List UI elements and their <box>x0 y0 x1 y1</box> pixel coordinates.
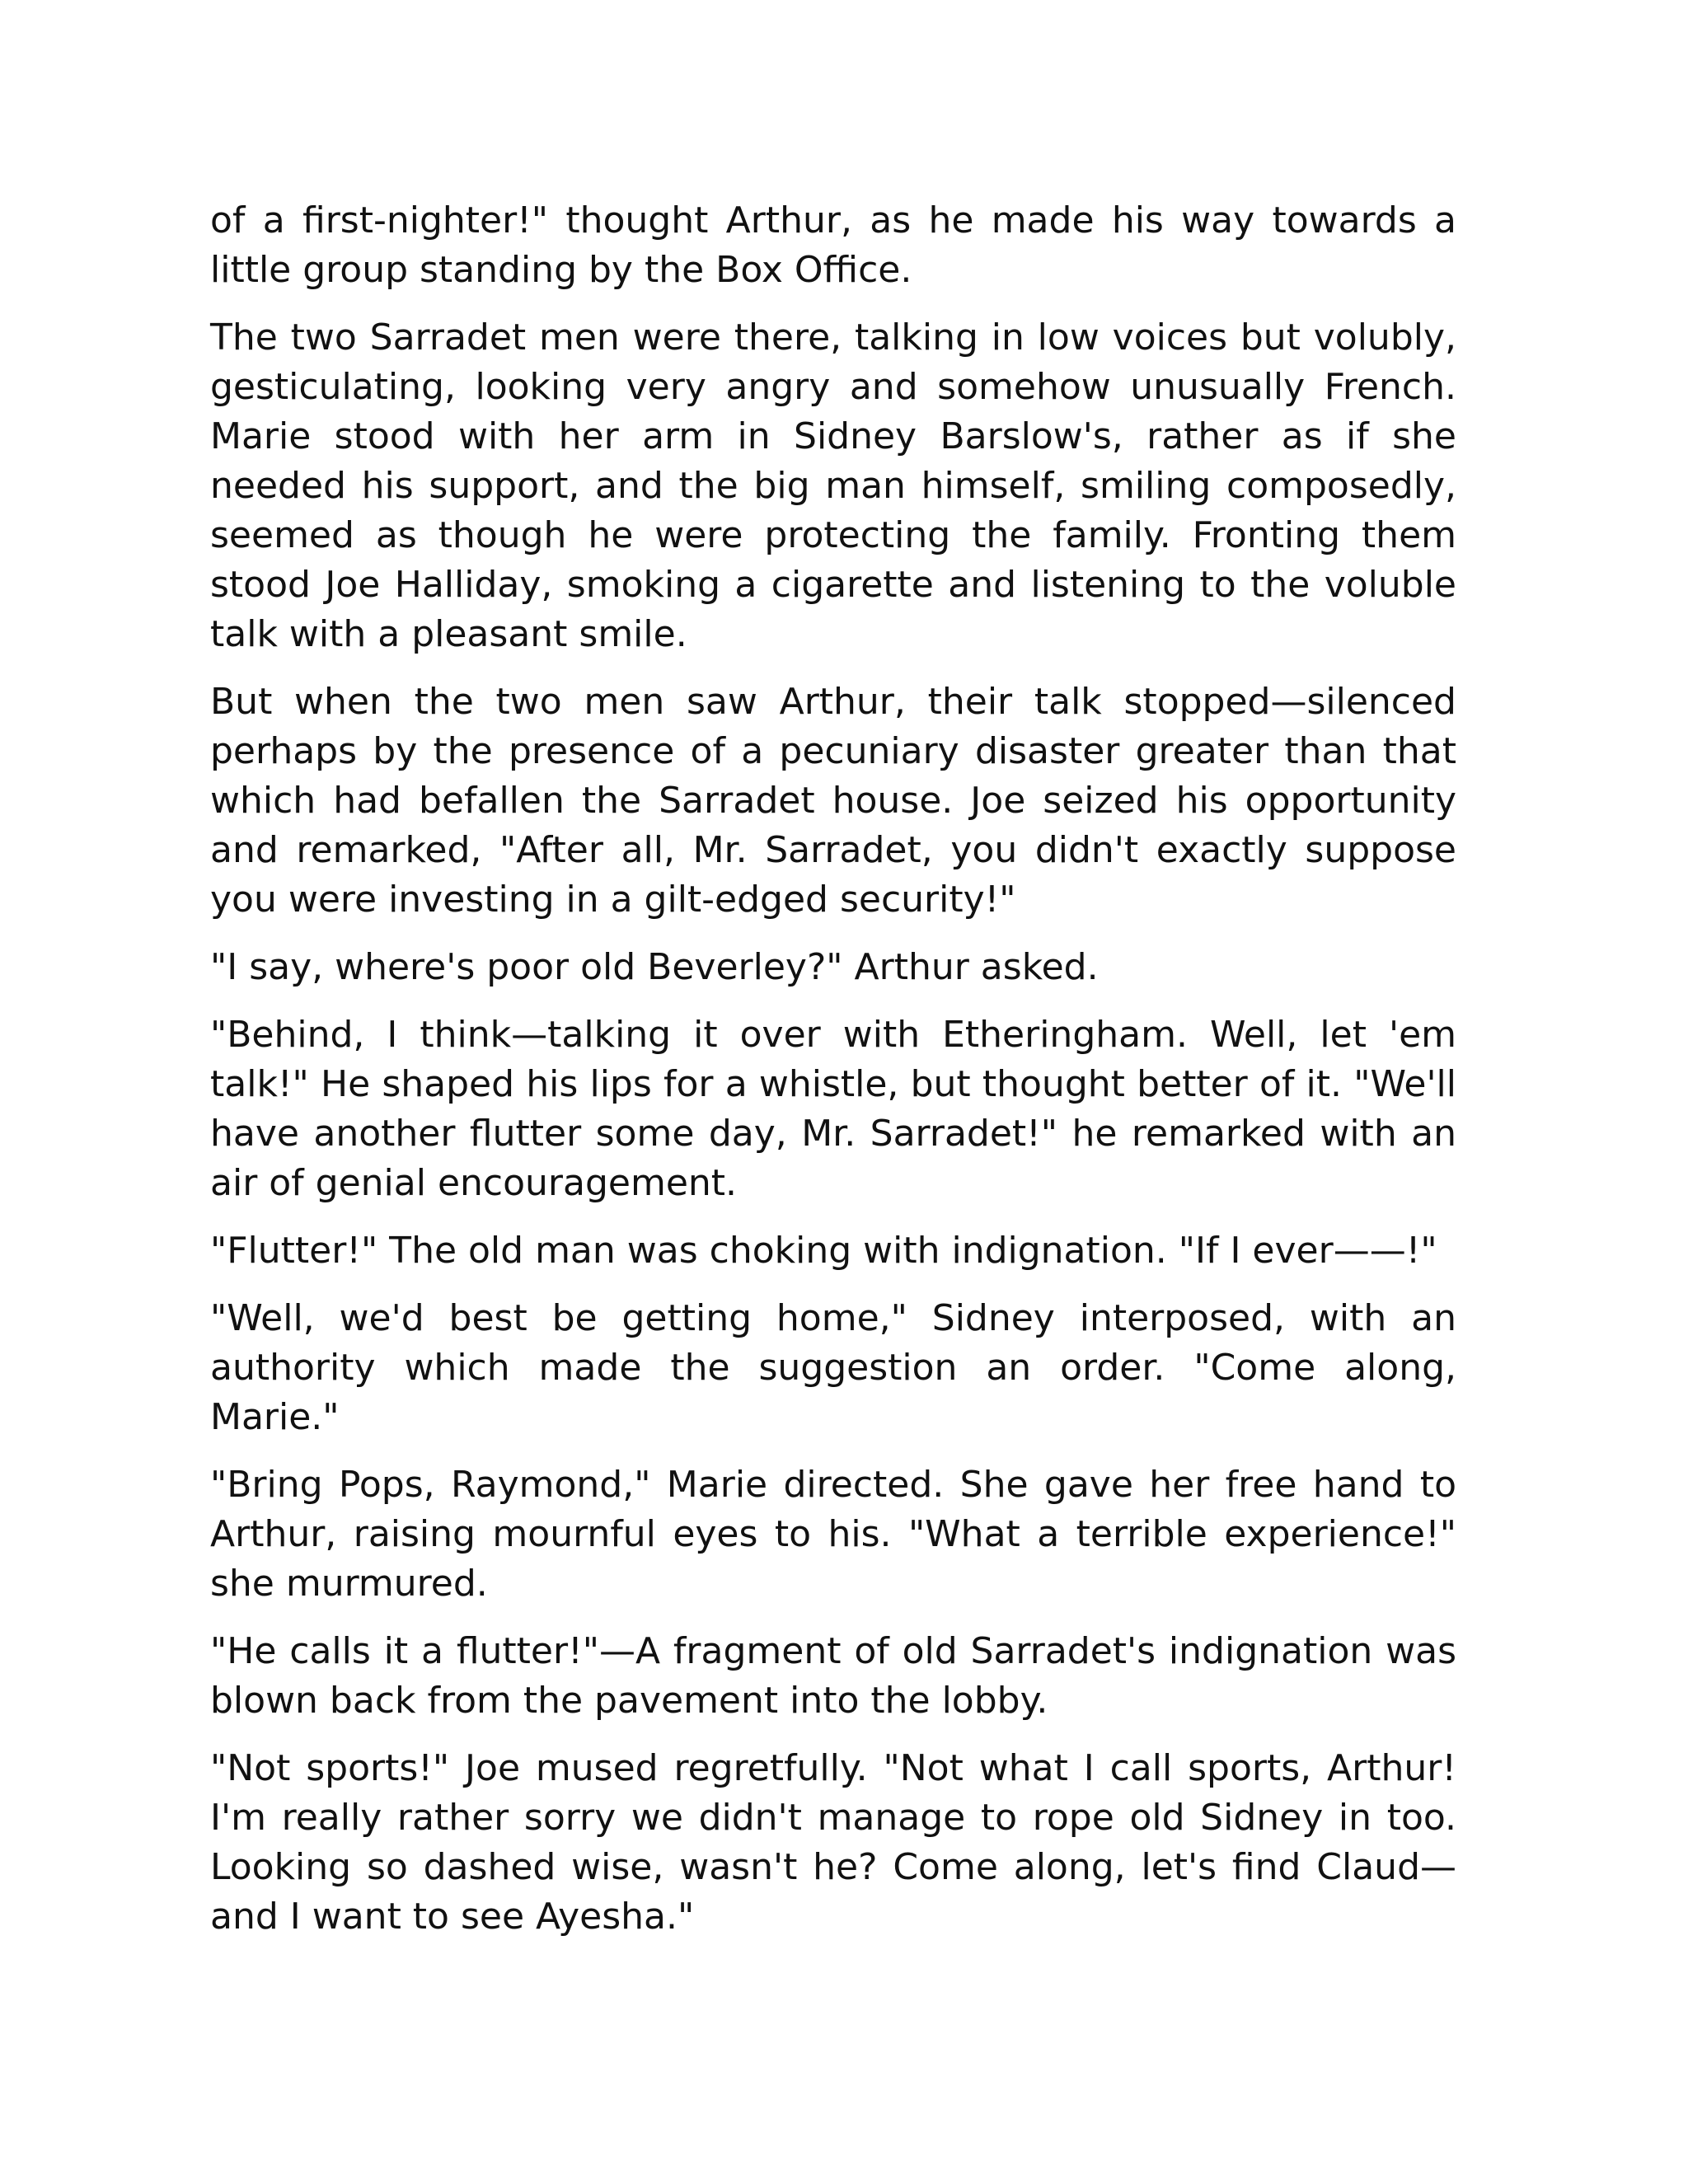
paragraph-6: "Flutter!" The old man was choking with indignation. "If I ever——!" <box>210 1230 1437 1272</box>
paragraph-8: "Bring Pops, Raymond," Marie directed. She gave her free hand to Arthur, raising mournful eyes to his. "What a terrible experience!" she murmured. <box>210 1464 1456 1605</box>
paragraph-5: "Behind, I think—talking it over with Etheringham. Well, let 'em talk!" He shaped his lips for a whistle, but thought better of it. "We'll have another flutter some day, Mr. Sarradet!" he remarked with an air of genial encouragement. <box>210 1014 1456 1204</box>
paragraph-4: "I say, where's poor old Beverley?" Arthur asked. <box>210 946 1099 988</box>
paragraph-9: "He calls it a flutter!"—A fragment of old Sarradet's indignation was blown back from the pavement into the lobby. <box>210 1630 1456 1722</box>
paragraph-1: of a first-nighter!" thought Arthur, as he made his way towards a little group standing by the Box Office. <box>210 199 1456 291</box>
paragraph-7: "Well, we'd best be getting home," Sidney interposed, with an authority which made the suggestion an order. "Come along, Marie." <box>210 1297 1456 1438</box>
paragraph-3: But when the two men saw Arthur, their talk stopped—silenced perhaps by the presence of a pecuniary disaster greater than that which had befallen the Sarradet house. Joe seized his opportunity and remarked, "After all, Mr. Sarradet, you didn't exactly suppose you were investing in a gilt-edged security!" <box>210 681 1456 921</box>
page-body <box>210 196 1456 1960</box>
paragraph-10: "Not sports!" Joe mused regretfully. "Not what I call sports, Arthur! I'm really rather sorry we didn't manage to rope old Sidney in too. Looking so dashed wise, wasn't he? Come along, let's find Claud—and I want to see Ayesha." <box>210 1747 1456 1938</box>
paragraph-2: The two Sarradet men were there, talking in low voices but volubly, gesticulating, looking very angry and somehow unusually French. Marie stood with her arm in Sidney Barslow's, rather as if she needed his support, and the big man himself, smiling composedly, seemed as though he were protecting the family. Fronting them stood Joe Halliday, smoking a cigarette and listening to the voluble talk with a pleasant smile. <box>210 316 1456 655</box>
